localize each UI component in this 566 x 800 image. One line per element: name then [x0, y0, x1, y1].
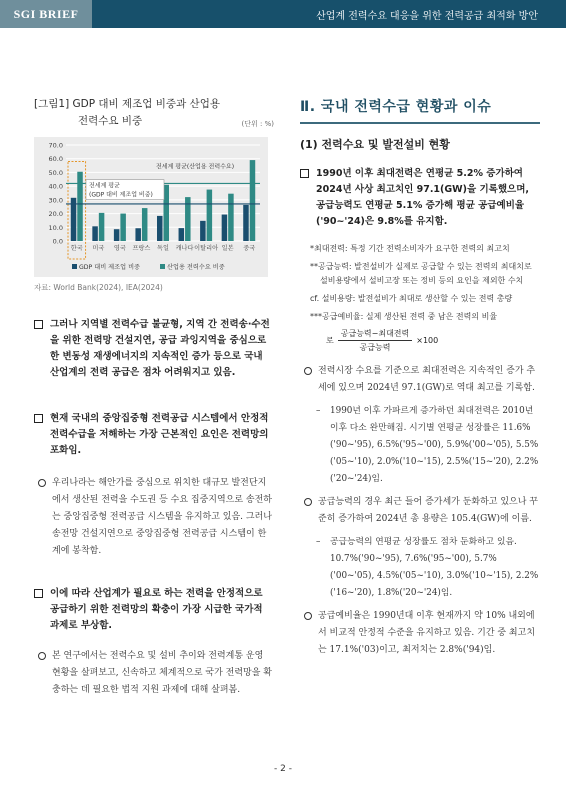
bar-industrial-power	[164, 185, 170, 241]
y-tick-label: 70.0	[48, 141, 63, 150]
x-tick-label: 프랑스	[132, 245, 151, 252]
right-dash-paragraph-2: – 공급능력의 연평균 성장률도 점차 둔화하고 있음. 10.7%('90~'95), 7.6%('95~'00), 5.7%('00~'05), 4.5%('05~'10), 3.0%('10~'15), 2.2%('16~'20), 1.8%('20~'24)임.	[300, 534, 540, 602]
square-bullet-icon	[34, 320, 43, 329]
right-circle-paragraph-2: 공급능력의 경우 최근 들어 증가세가 둔화하고 있으나 꾸준히 증가하여 2024년 총 용량은 105.4(GW)에 이름.	[300, 494, 540, 528]
formula-fraction: $\frac{\text{공급능력−최대전력}}{\text{공급능력}}$	[338, 328, 413, 353]
dash-bullet: –	[316, 406, 321, 416]
legend-label: 산업용 전력수요 비중	[167, 264, 225, 271]
circle-bullet-icon	[304, 612, 312, 620]
bar-industrial-power	[99, 213, 105, 241]
circle-bullet-icon	[304, 498, 312, 506]
right-column	[300, 96, 540, 665]
header-bar	[0, 0, 566, 28]
x-tick-label: 미국	[92, 245, 105, 252]
bar-industrial-power	[120, 214, 126, 241]
figure-unit: (단위 : %)	[241, 120, 274, 128]
section-title: Ⅱ. 국내 전력수급 현황과 이슈	[300, 99, 492, 115]
figure-title-line1: [그림1] GDP 대비 제조업 비중과 산업용	[34, 98, 220, 110]
x-tick-label: 한국	[70, 245, 83, 252]
note-installed-capacity: cf. 설비용량: 발전설비가 최대로 생산할 수 있는 전력 총량	[310, 294, 513, 303]
x-tick-label: 독일	[157, 245, 169, 252]
avg-annotation-mfg: 전세계 평균	[89, 182, 120, 190]
x-tick-label: 중국	[243, 245, 256, 252]
note-reserve-ratio: ***공급예비율: 실제 생산된 전력 중 남은 전력의 비율	[310, 312, 498, 321]
bar-manufacturing	[92, 226, 98, 241]
sub-section-title: (1) 전력수요 및 발전설비 현황	[300, 138, 450, 151]
figure-title-line2: 전력수요 비중	[78, 115, 143, 127]
bar-industrial-power	[250, 160, 256, 241]
y-tick-label: 50.0	[48, 168, 63, 177]
legend-label: GDP 대비 제조업 비중	[79, 264, 141, 271]
dash-bullet: –	[316, 537, 321, 547]
bar-manufacturing	[179, 228, 185, 241]
x-tick-label: 캐나다	[175, 245, 194, 252]
right-circle-paragraph-3: 공급예비율은 1990년대 이후 현재까지 약 10% 내외에서 비교적 안정적 수준을 유지하고 있음. 기간 중 최고치는 17.1%('03)이고, 최저치는 2.8%('94)임.	[300, 608, 540, 659]
figure-title	[34, 96, 274, 133]
y-tick-label: 10.0	[48, 223, 63, 232]
circle-bullet-icon	[304, 367, 312, 375]
left-sub-paragraph-3: 본 연구에서는 전력수요 및 설비 추이와 전력계통 운영 현황을 살펴보고, 신속하고 체계적으로 국가 전력망을 확충하는 데 필요한 법적 지원 과제에 대해 살펴봄.	[34, 648, 274, 699]
y-tick-label: 20.0	[48, 210, 63, 219]
note-max-power: *최대전력: 특정 기간 전력소비자가 요구한 전력의 최고치	[310, 244, 510, 253]
bar-industrial-power	[207, 190, 213, 241]
left-paragraph-3: 이에 따라 산업계가 필요로 하는 전력을 안정적으로 공급하기 위한 전력망의 확충이 가장 시급한 국가적 과제로 부상함.	[34, 586, 274, 634]
bar-chart-svg	[34, 137, 268, 277]
square-bullet-icon	[34, 589, 43, 598]
avg-annotation-mfg-sub: (GDP 대비 제조업 비중)	[89, 191, 153, 199]
circle-bullet-icon	[38, 652, 46, 660]
left-paragraph-1: 그러나 지역별 전력수급 불균형, 지역 간 전력송·수전을 위한 전력망 건설지연, 공급 과잉지역을 중심으로 한 변동성 재생에너지의 지속적인 증가 등으로 국내 산업계의 전력 공급은 점차 어려워지고 있음.	[34, 317, 274, 381]
square-bullet-icon	[300, 169, 309, 178]
circle-bullet-icon	[38, 479, 46, 487]
bar-industrial-power	[142, 208, 148, 241]
section-divider	[300, 122, 540, 124]
y-tick-label: 40.0	[48, 182, 63, 191]
note-supply-capacity: **공급능력: 발전설비가 실제로 공급할 수 있는 전력의 최대치로 설비용량에서 설비고장 또는 정비 등의 요인을 제외한 수치	[310, 262, 532, 285]
y-tick-label: 0.0	[52, 237, 63, 246]
bar-industrial-power	[228, 194, 234, 241]
figure-source: 자료: World Bank(2024), IEA(2024)	[34, 283, 163, 292]
avg-annotation-power: 전세계 평균(산업용 전력수요)	[156, 163, 235, 171]
bar-manufacturing	[135, 228, 141, 241]
bar-manufacturing	[157, 216, 163, 241]
bar-industrial-power	[77, 172, 83, 241]
right-circle-paragraph-1: 전력시장 수요를 기준으로 최대전력은 지속적인 증가 추세에 있으며 2024년 97.1(GW)로 역대 최고를 기록함.	[300, 363, 540, 397]
left-paragraph-2: 현재 국내의 중앙집중형 전력공급 시스템에서 안정적 전력수급을 저해하는 가장 근본적인 요인은 전력망의 포화임.	[34, 411, 274, 459]
bar-manufacturing	[222, 215, 228, 241]
x-tick-label: 일본	[221, 245, 234, 252]
x-tick-label: 영국	[113, 245, 126, 252]
reserve-ratio-formula: 로 $\frac{\text{공급능력−최대전력}}{\text{공급능력}}$ ×100	[326, 329, 439, 352]
brand-label: SGI BRIEF	[0, 0, 92, 28]
right-paragraph-1: 1990년 이후 최대전력은 연평균 5.2% 증가하여 2024년 사상 최고치인 97.1(GW)을 기록했으며, 공급능력도 연평균 5.1% 증가해 평균 공급예비율('90~'24)은 9.8%를 유지함.	[300, 166, 540, 230]
right-dash-paragraph-1: – 1990년 이후 가파르게 증가하던 최대전력은 2010년 이후 다소 완만해짐. 시기별 연평균 성장률은 11.6%('90~'95), 6.5%('95~'00), 5.9%('00~'05), 5.5%('05~'10), 2.0%('10~'15), 2.5%('15~'20), 2.2%('20~'24)임.	[300, 403, 540, 488]
x-tick-label: 이탈리아	[194, 245, 219, 252]
left-column	[34, 96, 274, 705]
legend-swatch	[160, 264, 165, 269]
bar-manufacturing	[200, 221, 206, 241]
bar-manufacturing	[114, 229, 120, 241]
doc-title: 산업계 전력수요 대응을 위한 전력공급 최적화 방안	[316, 10, 538, 22]
square-bullet-icon	[34, 414, 43, 423]
y-tick-label: 60.0	[48, 155, 63, 164]
page-number: - 2 -	[274, 764, 292, 774]
legend-swatch	[72, 264, 77, 269]
y-tick-label: 30.0	[48, 196, 63, 205]
left-sub-paragraph-2: 우리나라는 해안가를 중심으로 위치한 대규모 발전단지에서 생산된 전력을 수도권 등 수요 집중지역으로 송전하는 중앙집중형 전력공급 시스템을 유지하고 있음. 그러나 송전망 건설지연으로 중앙집중형 전력공급 시스템이 한계에 봉착함.	[34, 475, 274, 560]
bar-manufacturing	[243, 205, 249, 241]
bar-chart	[34, 137, 268, 277]
